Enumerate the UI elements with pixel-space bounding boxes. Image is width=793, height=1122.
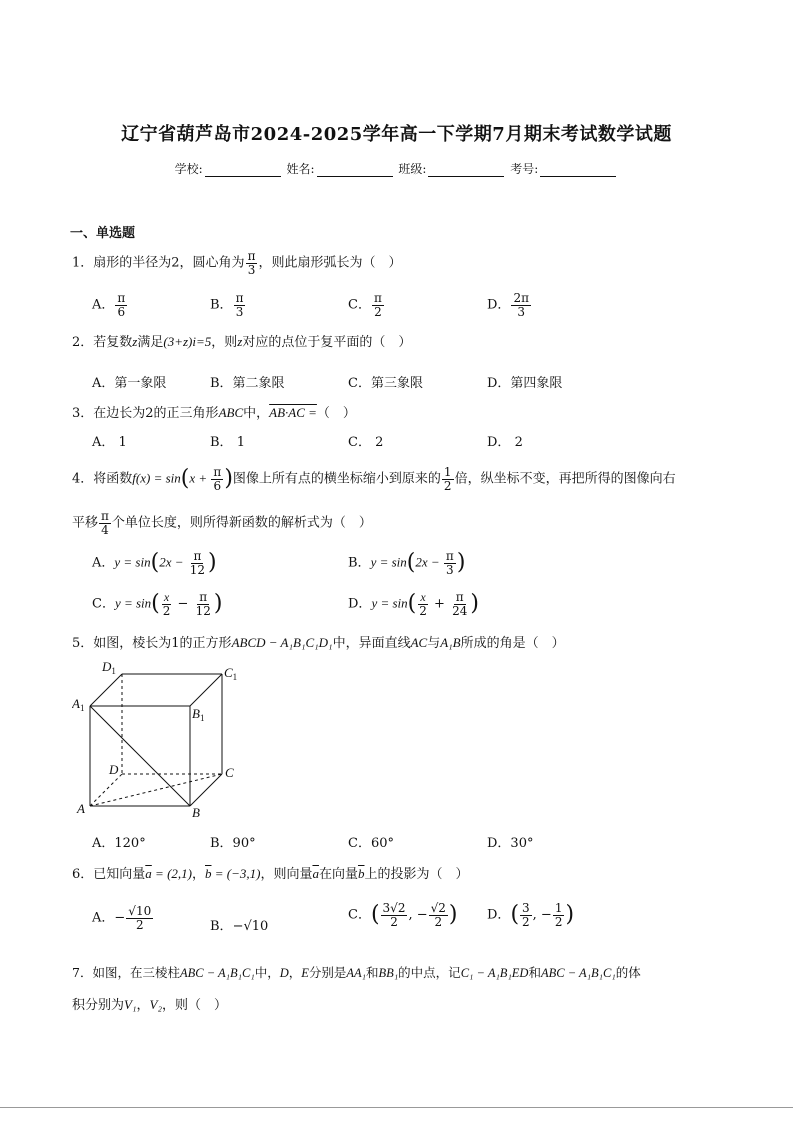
school-blank[interactable] [205,164,281,177]
page-title: 辽宁省葫芦岛市2024-2025学年高一下学期7月期末考试数学试题 [121,124,672,145]
question-5: 5．如图，棱长为1的正方形ABCD − A₁B₁C₁D₁中，异面直线AC与A₁B所成的角是（ ） [72,635,565,651]
option-b[interactable]: B．90° [210,836,256,851]
question-7-line-2: 积分别为V₁，V₂，则（ ） [72,997,227,1013]
option-b[interactable]: B．−√10 [210,919,269,934]
option-d[interactable]: D．第四象限 [487,376,563,391]
edge-b1c1 [190,674,222,706]
question-6: 6．已知向量$\overline{a} = (2,1)$，$\overline{b} = (-3,1)$，则向量$\overline{a}$在向量$\overline{b}$上的投影为（ ） [72,866,469,882]
question-4-line-2: 平移 $\frac{\pi}{4}$ 个单位长度，则所得新函数的解析式为（ ） [72,509,372,537]
label-b1: $B_1$ [192,706,205,723]
option-d[interactable]: D．y = sin( $\frac{x}{2}$ + $\frac{\pi}{24}$ ) [348,590,479,618]
question-1: 1．扇形的半径为2，圆心角为 $\frac{\pi}{3}$ ，则此扇形弧长为（ ） [72,249,402,277]
page-bottom-divider [0,1107,793,1108]
label-d1: $D_1$ [102,660,116,676]
option-b[interactable]: B． 1 [210,435,245,450]
line-a1b [90,706,190,806]
school-label: 学校: [174,162,203,176]
cube-figure [72,660,252,820]
class-label: 班级: [398,162,427,176]
line-ac [90,774,222,806]
edge-ad [90,774,122,806]
name-blank[interactable] [317,164,393,177]
option-c[interactable]: C． 2 [348,435,384,450]
label-c1: $C_1$ [224,665,238,682]
section-heading: 一、单选题 [70,226,136,241]
number-blank[interactable] [540,164,616,177]
option-c[interactable]: C．y = sin( $\frac{x}{2}$ − $\frac{\pi}{12}$ ) [92,590,223,618]
option-c[interactable]: C．第三象限 [348,376,423,391]
option-a[interactable]: A．第一象限 [92,376,167,391]
label-b: B [192,805,200,820]
question-2: 2．若复数z满足(3+z)i=5，则z对应的点位于复平面的（ ） [72,334,412,350]
label-a1: $A_1$ [72,696,85,713]
option-a[interactable]: A．y = sin(2x − $\frac{\pi}{12}$ ) [92,549,217,577]
option-c[interactable]: C． $\frac{\pi}{2}$ [348,291,382,319]
question-3: 3．在边长为2的正三角形ABC中，AB·AC =（ ） [72,405,356,421]
label-d: D [109,762,119,777]
option-a[interactable]: A．120° [92,836,146,851]
fraction: $\frac{\pi}{3}$ [247,249,256,277]
option-c[interactable]: C．( $\frac{3√2}{2}$ , − $\frac{√2}{2}$ ) [348,901,458,929]
option-d[interactable]: D． 2 [487,435,523,450]
student-info-line [0,160,793,177]
edge-bc [190,774,222,806]
label-c: C [225,765,234,780]
question-7: 7．如图，在三棱柱ABC − A₁B₁C₁中，D，E分别是AA₁和BB₁的中点，记C₁ − A₁B₁ED和ABC − A₁B₁C₁的体 [72,965,641,980]
option-b[interactable]: B． $\frac{\pi}{3}$ [210,291,244,319]
option-b[interactable]: B．y = sin(2x − $\frac{\pi}{3}$ ) [348,549,466,577]
label-a: A [77,801,85,816]
option-d[interactable]: D． $\frac{2\pi}{3}$ [487,291,529,319]
number-label: 考号: [510,162,539,176]
name-label: 姓名: [286,162,315,176]
option-c[interactable]: C．60° [348,836,394,851]
edge-a1d1 [90,674,122,706]
option-a[interactable]: A． 1 [92,435,127,450]
question-4: 4．将函数f(x) = sin(x + $\frac{\pi}{6}$ )图像上所有点的横坐标缩小到原来的 $\frac{1}{2}$ 倍，纵坐标不变，再把所得的图像向右 [72,465,676,493]
option-d[interactable]: D．( $\frac{3}{2}$ , − $\frac{1}{2}$ ) [487,901,575,929]
option-b[interactable]: B．第二象限 [210,376,285,391]
option-a[interactable]: A． $\frac{\pi}{6}$ [92,291,126,319]
class-blank[interactable] [428,164,504,177]
option-a[interactable]: A．− $\frac{√10}{2}$ [92,904,152,932]
option-d[interactable]: D．30° [487,836,534,851]
